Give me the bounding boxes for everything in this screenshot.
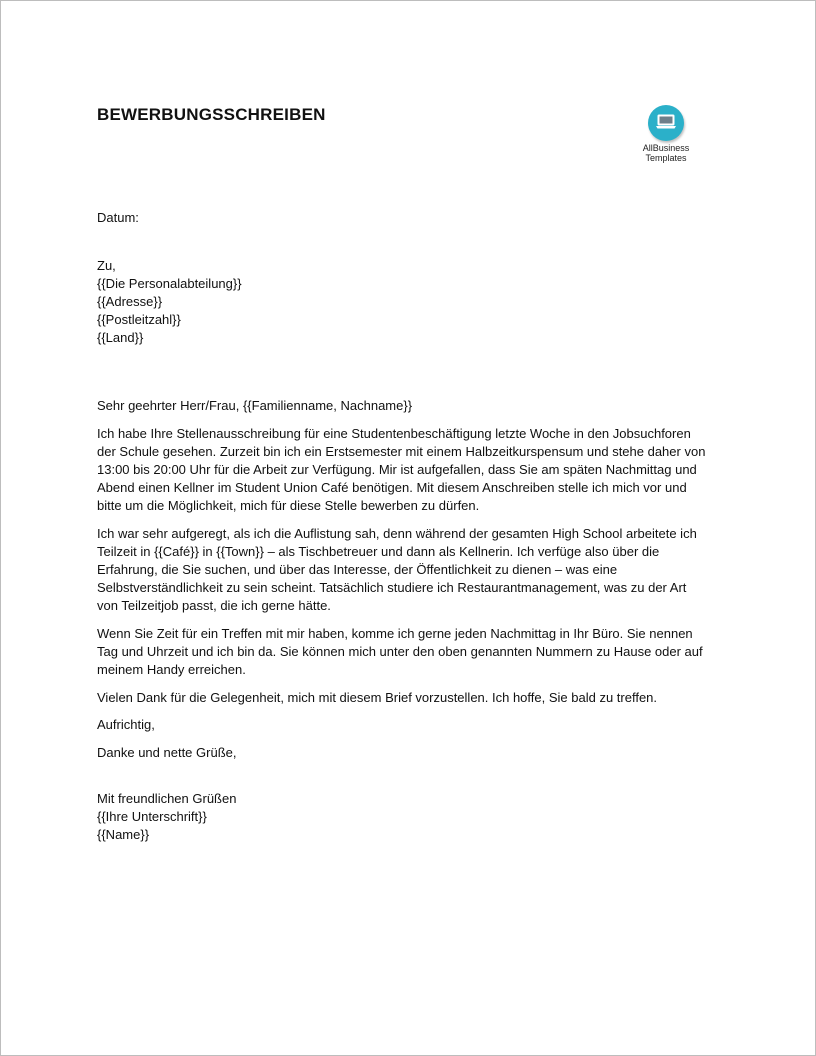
recipient-line: {{Adresse}} xyxy=(97,294,163,309)
body-paragraph xyxy=(97,625,727,679)
paragraph-line: von Teilzeitjob passt, die ich gerne hätte. xyxy=(97,598,331,613)
closing-line: Aufrichtig, xyxy=(97,717,155,732)
signature-block xyxy=(97,790,236,844)
recipient-line: {{Postleitzahl}} xyxy=(97,312,181,327)
recipient-line: {{Land}} xyxy=(97,330,144,345)
closing-line: Danke und nette Grüße, xyxy=(97,745,237,760)
paragraph-line: Abend einen Kellner im Student Union Café benötigen. Mit diesem Anschreiben stelle ich mich vor und xyxy=(97,480,687,495)
paragraph-line: Ich war sehr aufgeregt, als ich die Auflistung sah, denn während der gesamten High School arbeitete ich xyxy=(97,526,697,541)
paragraph-line: Selbstverständlichkeit zu sein scheint. Tatsächlich studiere ich Restaurantmanagement, was zu der Art xyxy=(97,580,687,595)
recipient-line: Zu, xyxy=(97,258,116,273)
company-logo xyxy=(631,105,701,163)
paragraph-line: Ich habe Ihre Stellenausschreibung für eine Studentenbeschäftigung letzte Woche in den Jobsuchforen xyxy=(97,426,691,441)
paragraph-line: bitte um die Möglichkeit, mich für diese Stelle bewerben zu dürfen. xyxy=(97,498,480,513)
signature-line: Mit freundlichen Grüßen xyxy=(97,791,237,806)
body-paragraph xyxy=(97,425,727,515)
paragraph-line: 13:00 bis 20:00 Uhr für die Arbeit zur Verfügung. Mir ist aufgefallen, dass Sie am späten Nachmittag und xyxy=(97,462,697,477)
signature-line: {{Name}} xyxy=(97,827,150,842)
laptop-icon xyxy=(648,105,684,141)
recipient-line: {{Die Personalabteilung}} xyxy=(97,276,242,291)
paragraph-line: Tag und Uhrzeit und ich bin da. Sie können mich unter den oben genannten Nummern zu Hause oder auf xyxy=(97,644,703,659)
body-paragraph xyxy=(97,689,727,707)
paragraph-line: Erfahrung, die Sie suchen, und über das Interesse, der Öffentlichkeit zu dienen – was eine xyxy=(97,562,618,577)
logo-text xyxy=(631,143,701,163)
recipient-block xyxy=(97,257,242,347)
paragraph-line: Teilzeit in {{Café}} in {{Town}} – als Tischbetreuer und dann als Kellnerin. Ich verfüge also über die xyxy=(97,544,660,559)
logo-text-line2: Templates xyxy=(645,153,687,163)
paragraph-line: der Schule gesehen. Zurzeit bin ich ein Erstsemester mit einem Halbzeitkurspensum und stehe daher von xyxy=(97,444,706,459)
body-paragraph xyxy=(97,525,727,615)
signature-line: {{Ihre Unterschrift}} xyxy=(97,809,207,824)
date-label: Datum: xyxy=(97,210,139,225)
salutation: Sehr geehrter Herr/Frau, {{Familienname, Nachname}} xyxy=(97,398,413,413)
document-title: BEWERBUNGSSCHREIBEN xyxy=(97,105,326,124)
logo-text-line1: AllBusiness xyxy=(642,143,690,153)
paragraph-line: Wenn Sie Zeit für ein Treffen mit mir haben, komme ich gerne jeden Nachmittag in Ihr Büro. Sie nennen xyxy=(97,626,693,641)
paragraph-line: meinem Handy erreichen. xyxy=(97,662,246,677)
paragraph-line: Vielen Dank für die Gelegenheit, mich mit diesem Brief vorzustellen. Ich hoffe, Sie bald zu treffen. xyxy=(97,690,658,705)
